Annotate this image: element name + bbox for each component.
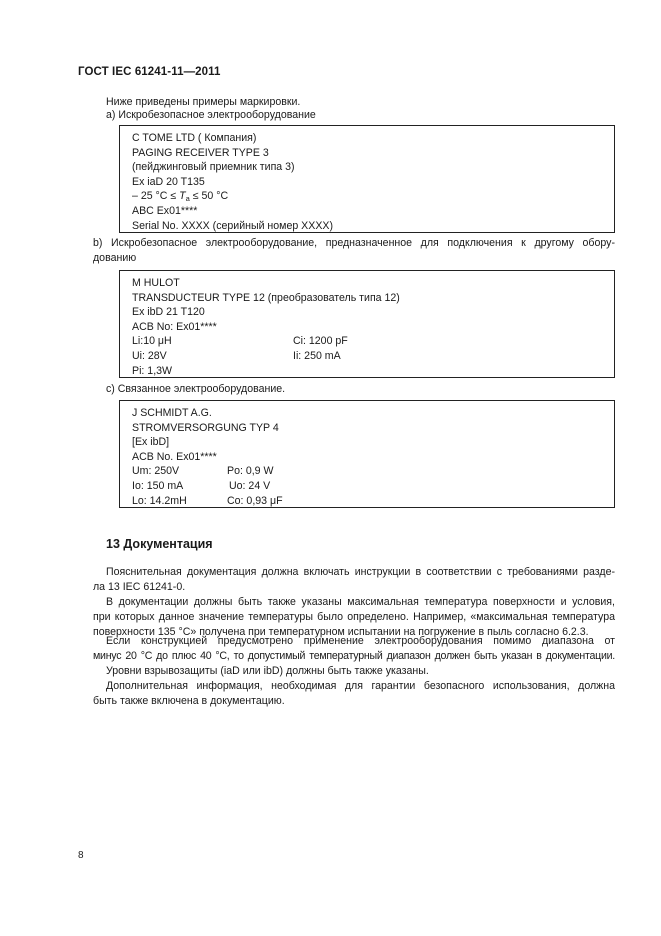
box-a-line-7: Serial No. XXXX (серийный номер XXXX) — [132, 219, 333, 232]
para-2-line-2: при которых данное значение температуры было определено. Например, «максимальная температура — [93, 611, 615, 623]
box-a-line-5-start: – 25 °С ≤ — [132, 190, 180, 203]
box-c-line-6: Io: 150 mA — [132, 480, 184, 492]
box-a-line-3: (пейджинговый приемник типа 3) — [132, 161, 295, 174]
para-5-line-2: быть также включена в документацию. — [93, 695, 285, 707]
para-4-line-1: Уровни взрывозащиты (iaD или ibD) должны быть также указаны. — [106, 665, 429, 677]
box-b-line-3: Ex ibD 21 T120 — [132, 306, 205, 319]
box-a-line-2: PAGING RECEIVER TYPE 3 — [132, 146, 269, 159]
para-5-line-1: Дополнительная информация, необходимая для гарантии безопасного использования, должна — [106, 680, 615, 692]
para-1-line-2: ла 13 IEC 61241-0. — [93, 581, 186, 593]
box-c-line-1: J SCHMIDT A.G. — [132, 407, 212, 419]
box-c-line-5: Um: 250V — [132, 465, 180, 478]
page-number: 8 — [78, 850, 84, 861]
box-b-line-2: TRANSDUCTEUR TYPE 12 (преобразователь типа 12) — [132, 291, 400, 304]
para-3-line-2: минус 20 °С до плюс 40 °С, то допустимый температурный диапазон должен быть указан в документации. — [93, 650, 615, 662]
marking-box-b — [119, 270, 615, 378]
box-b-line-5: Li:10 μH — [132, 335, 172, 348]
item-b-line-1: b) Искробезопасное электрооборудование, предназначенное для подключения к другому обору- — [93, 237, 615, 249]
box-c-line-5-right: Po: 0,9 W — [227, 465, 274, 478]
para-2-line-1: В документации должны быть также указаны максимальная температура поверхности и условия, — [106, 596, 615, 608]
marking-box-a — [119, 125, 615, 233]
box-b-line-1: M HULOT — [132, 277, 180, 289]
box-c-line-4: ACB No. Ex01**** — [132, 450, 217, 463]
box-b-line-6: Ui: 28V — [132, 350, 167, 362]
box-a-line-5-symbol: T — [179, 190, 186, 203]
document-header: ГОСТ IEC 61241-11—2011 — [78, 66, 221, 78]
item-b-line-2: дованию — [93, 252, 137, 264]
box-c-line-6-right: Uo: 24 V — [229, 480, 271, 492]
para-3-line-1: Если конструкцией предусмотрено применение электрооборудования помимо диапазона от — [106, 635, 615, 647]
box-b-line-5-right: Ci: 1200 pF — [293, 335, 348, 348]
box-c-line-7-right: Co: 0,93 μF — [227, 494, 283, 507]
section-13-heading: 13 Документация — [106, 537, 213, 551]
marking-box-c — [119, 400, 615, 508]
box-c-line-3: [Ex ibD] — [132, 436, 170, 449]
item-c-label: c) Связанное электрооборудование. — [106, 383, 286, 395]
box-b-line-7: Pi: 1,3W — [132, 364, 173, 377]
box-b-line-4: ACB No: Ex01**** — [132, 320, 217, 333]
box-a-line-6: ABC Ex01**** — [132, 205, 198, 217]
box-c-line-2: STROMVERSORGUNG TYP 4 — [132, 421, 279, 434]
para-1-line-1: Пояснительная документация должна включать инструкции в соответствии с требованиями разде- — [106, 566, 615, 578]
intro-text: Ниже приведены примеры маркировки. — [106, 96, 301, 108]
box-a-line-5-end: ≤ 50 °С — [189, 190, 229, 203]
box-c-line-7: Lo: 14.2mH — [132, 494, 187, 507]
box-b-line-6-right: Ii: 250 mA — [293, 350, 341, 362]
para-2-line-3: поверхности 135 °С» получена при температурном испытании на погружение в пыль согласно 6.2.3. — [93, 626, 589, 638]
box-a-line-1: C TOME LTD ( Компания) — [132, 132, 257, 144]
box-a-line-5-subscript: a — [185, 194, 190, 204]
item-a-label: a) Искробезопасное электрооборудование — [106, 109, 316, 121]
box-a-line-4: Ex iaD 20 T135 — [132, 175, 205, 188]
